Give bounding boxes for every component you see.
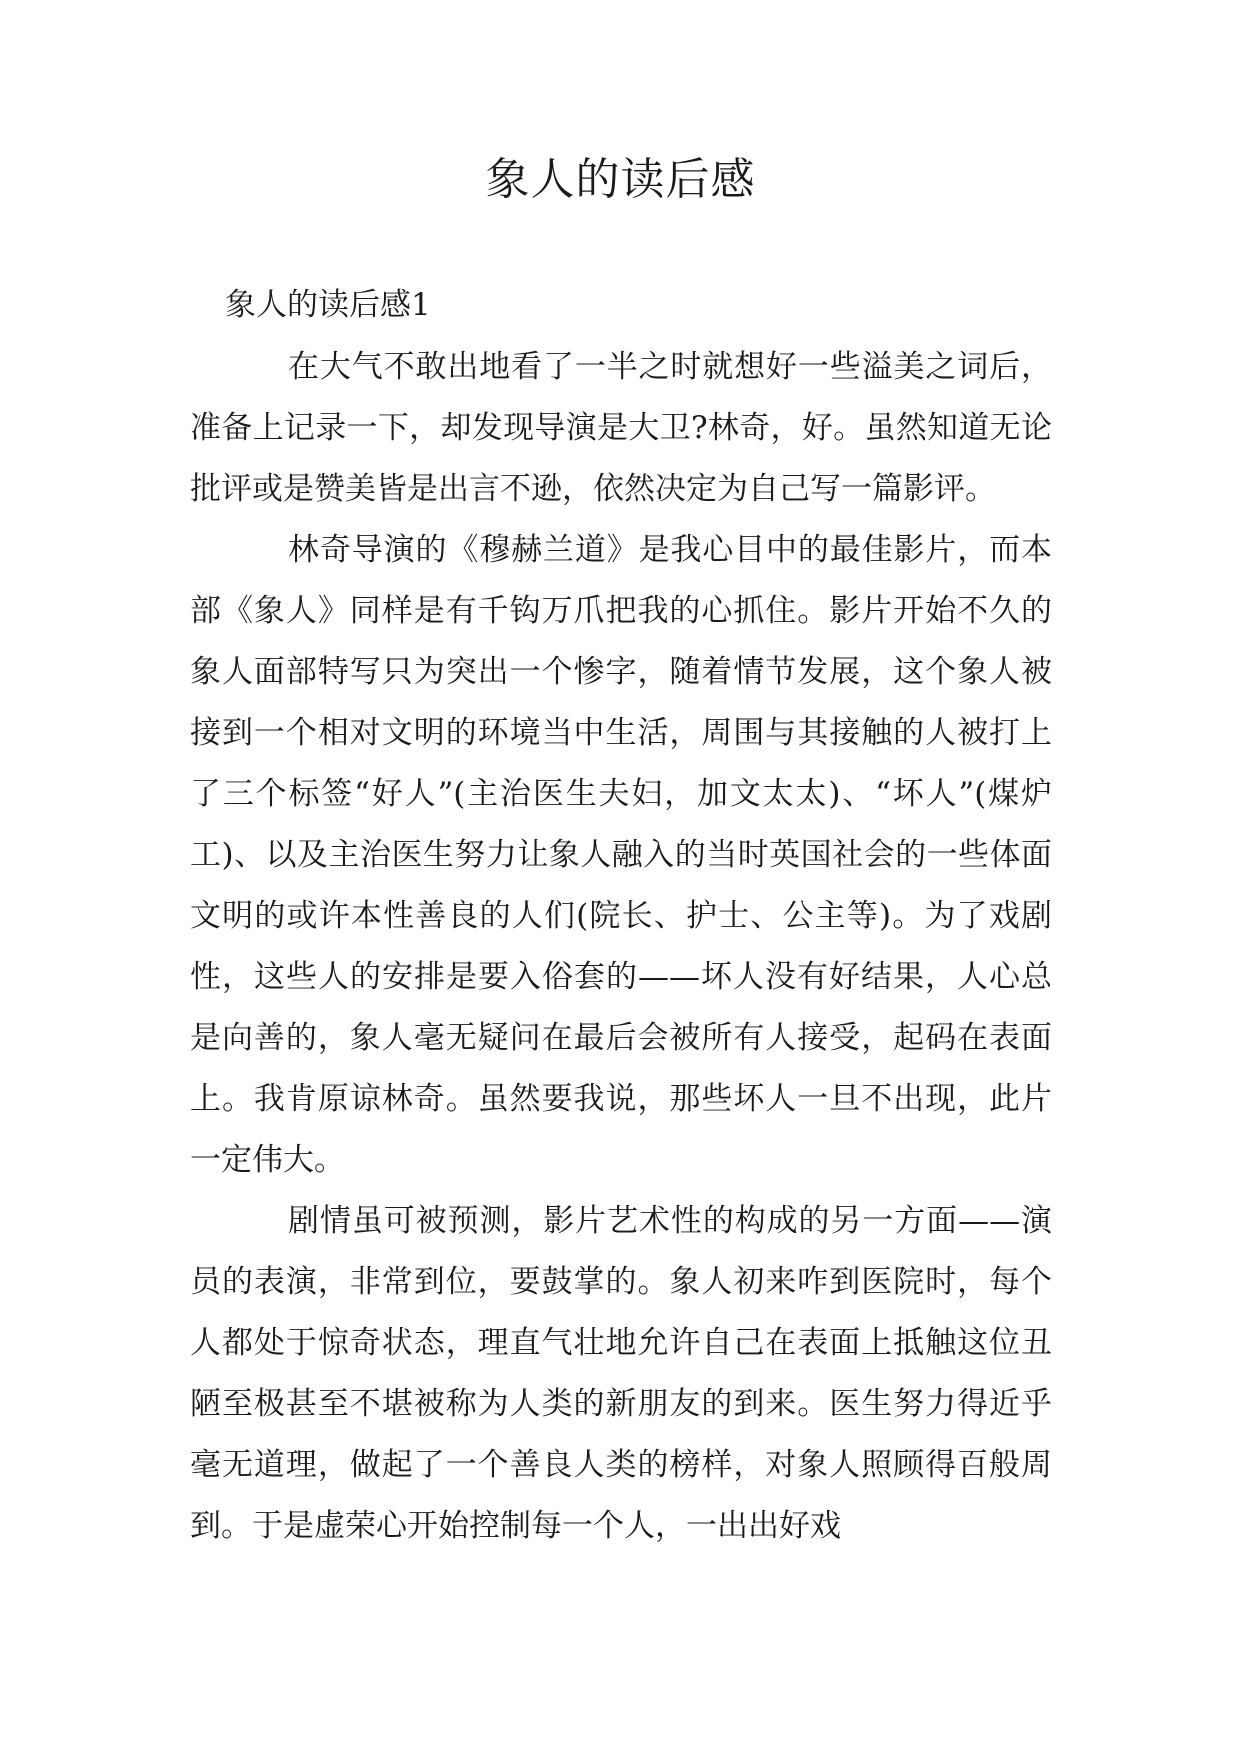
page-title: 象人的读后感: [485, 154, 756, 205]
paragraph-2: 林奇导演的《穆赫兰道》是我心目中的最佳影片，而本部《象人》同样是有千钩万爪把我的心抓住。影片开始不久的象人面部特写只为突出一个惨字，随着情节发展，这个象人被接到一个相对文明的环境当中生活，周围与其接触的人被打上了三个标签“好人”(主治医生夫妇，加文太太)、“坏人”(煤炉工)、以及主治医生努力让象人融入的当时英国社会的一些体面文明的或许本性善良的人们(院长、护士、公主等)。为了戏剧性，这些人的安排是要入俗套的——坏人没有好结果，人心总是向善的，象人毫无疑问在最后会被所有人接受，起码在表面上。我肯原谅林奇。虽然要我说，那些坏人一旦不出现，此片一定伟大。: [190, 532, 1052, 1178]
paragraph-3: 剧情虽可被预测，影片艺术性的构成的另一方面——演员的表演，非常到位，要鼓掌的。象人初来咋到医院时，每个人都处于惊奇状态，理直气壮地允许自己在表面上抵触这位丑陋至极甚至不堪被称为人类的新朋友的到来。医生努力得近乎毫无道理，做起了一个善良人类的榜样，对象人照顾得百般周到。于是虚荣心开始控制每一个人，一出出好戏: [190, 1203, 1052, 1544]
section-heading: 象人的读后感1: [225, 287, 431, 323]
article-body: [190, 337, 1052, 1557]
paragraph-1: 在大气不敢出地看了一半之时就想好一些溢美之词后，准备上记录一下，却发现导演是大卫?林奇，好。虽然知道无论批评或是赞美皆是出言不逊，依然决定为自己写一篇影评。: [190, 349, 1052, 507]
